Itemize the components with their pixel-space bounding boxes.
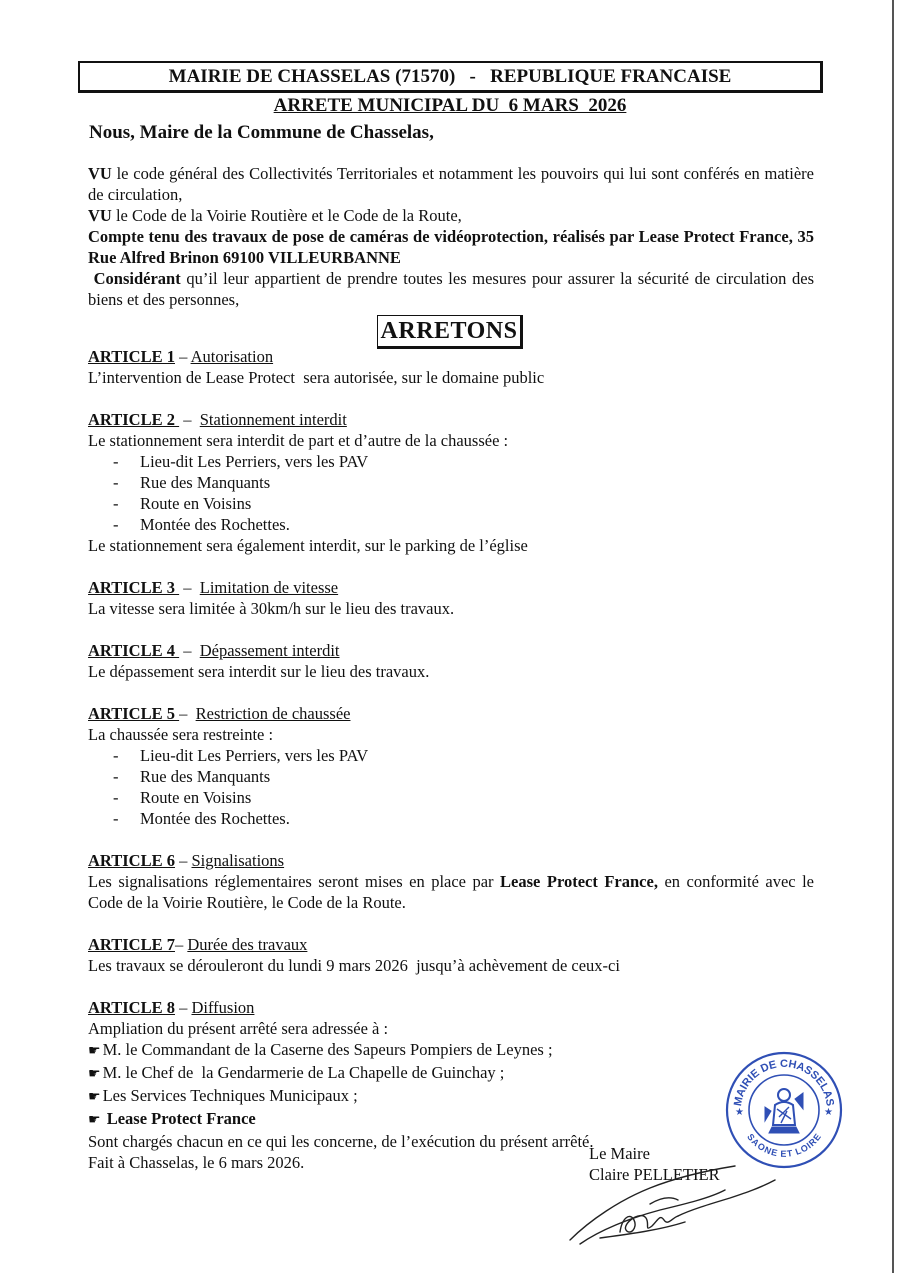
article-7: [88, 934, 814, 976]
svg-text:★: ★: [735, 1107, 744, 1118]
article-text: Les travaux se dérouleront du lundi 9 mars 2026 jusqu’à achèvement de ceux-ci: [88, 956, 620, 975]
municipal-stamp-icon: [723, 1049, 845, 1171]
list-item: - Lieu-dit Les Perriers, vers les PAV: [88, 451, 814, 472]
article-heading: ARTICLE 1 – Autorisation: [88, 347, 274, 366]
list-item: - Rue des Manquants: [88, 766, 814, 787]
article-text: Les signalisations réglementaires seront mises en place par Lease Protect France, en conformité avec le Code de la Voirie Routière, le Code de la Route.: [88, 872, 815, 912]
recipient-item: ☛ Les Services Techniques Municipaux ;: [88, 1085, 814, 1108]
article-5: [88, 703, 814, 829]
article-heading: ARTICLE 7– Durée des travaux: [88, 935, 308, 954]
article-heading: ARTICLE 4 – Dépassement interdit: [88, 641, 340, 660]
preamble-vu-2: VU le Code de la Voirie Routière et le Code de la Route,: [88, 206, 462, 225]
recipient-item: ☛ M. le Chef de la Gendarmerie de La Chapelle de Guinchay ;: [88, 1062, 814, 1085]
page-edge: [892, 0, 894, 1273]
article-text: Ampliation du présent arrêté sera adressée à :: [88, 1019, 389, 1038]
svg-text:★: ★: [824, 1107, 833, 1118]
document-header: [78, 61, 823, 93]
place-date: Fait à Chasselas, le 6 mars 2026.: [88, 1153, 305, 1172]
list-item: - Route en Voisins: [88, 787, 814, 808]
list-item: - Lieu-dit Les Perriers, vers les PAV: [88, 745, 814, 766]
signatory-role: Le Maire: [589, 1144, 650, 1163]
preamble: [88, 163, 814, 310]
article-text: La chaussée sera restreinte :: [88, 725, 274, 744]
article-text: Le stationnement sera interdit de part et d’autre de la chaussée :: [88, 431, 509, 450]
article-1: [88, 346, 814, 388]
pointing-hand-icon: ☛: [88, 1113, 101, 1128]
pointing-hand-icon: ☛: [88, 1067, 101, 1082]
recipient-item: ☛ M. le Commandant de la Caserne des Sapeurs Pompiers de Leynes ;: [88, 1039, 814, 1062]
list-item: - Montée des Rochettes.: [88, 808, 814, 829]
street-list: [88, 451, 814, 535]
intro-line: Nous, Maire de la Commune de Chasselas,: [89, 122, 434, 143]
handwritten-signature: [560, 1160, 790, 1250]
signatory-name: Claire PELLETIER: [589, 1165, 720, 1184]
article-3: [88, 577, 814, 619]
pointing-hand-icon: ☛: [88, 1044, 101, 1059]
header-left: MAIRIE DE CHASSELAS (71570): [168, 66, 456, 87]
preamble-compte-tenu: Compte tenu des travaux de pose de caméras de vidéoprotection, réalisés par Lease Protect France, 35 Rue Alfred Brinon 69100 VILLEURBANNE: [88, 227, 814, 267]
article-heading: ARTICLE 3 – Limitation de vitesse: [88, 578, 339, 597]
article-heading: ARTICLE 2 – Stationnement interdit: [88, 410, 347, 429]
article-heading: ARTICLE 8 – Diffusion: [88, 998, 255, 1017]
preamble-vu-1: VU le code général des Collectivités Territoriales et notamment les pouvoirs qui lui sont conférés en matière de circulation,: [88, 164, 814, 204]
article-text: La vitesse sera limitée à 30km/h sur le lieu des travaux.: [88, 599, 455, 618]
recipient-item: ☛ Lease Protect France: [88, 1108, 814, 1131]
arretons-heading: ARRETONS: [377, 315, 524, 349]
header-right: REPUBLIQUE FRANCAISE: [490, 66, 732, 87]
article-2: [88, 409, 814, 556]
street-list: [88, 745, 814, 829]
header-separator: -: [469, 66, 476, 87]
article-heading: ARTICLE 5 – Restriction de chaussée: [88, 704, 351, 723]
arretons-wrap: [0, 315, 900, 349]
list-item: - Route en Voisins: [88, 493, 814, 514]
article-text-after: Le stationnement sera également interdit, sur le parking de l’église: [88, 536, 528, 555]
list-item: - Montée des Rochettes.: [88, 514, 814, 535]
closing-text: Sont chargés chacun en ce qui les concerne, de l’exécution du présent arrêté.: [88, 1132, 594, 1151]
preamble-considerant: Considérant qu’il leur appartient de prendre toutes les mesures pour assurer la sécurité de circulation des biens et des personnes,: [88, 269, 815, 309]
document-title: ARRETE MUNICIPAL DU 6 MARS 2026: [273, 95, 627, 116]
article-text: L’intervention de Lease Protect sera autorisée, sur le domaine public: [88, 368, 545, 387]
article-4: [88, 640, 814, 682]
pointing-hand-icon: ☛: [88, 1090, 101, 1105]
svg-text:SAONE ET LOIRE: SAONE ET LOIRE: [745, 1131, 823, 1159]
svg-text:MAIRIE DE CHASSELAS: MAIRIE DE CHASSELAS: [732, 1058, 836, 1108]
article-heading: ARTICLE 6 – Signalisations: [88, 851, 285, 870]
list-item: - Rue des Manquants: [88, 472, 814, 493]
article-6: [88, 850, 814, 913]
article-text: Le dépassement sera interdit sur le lieu des travaux.: [88, 662, 430, 681]
